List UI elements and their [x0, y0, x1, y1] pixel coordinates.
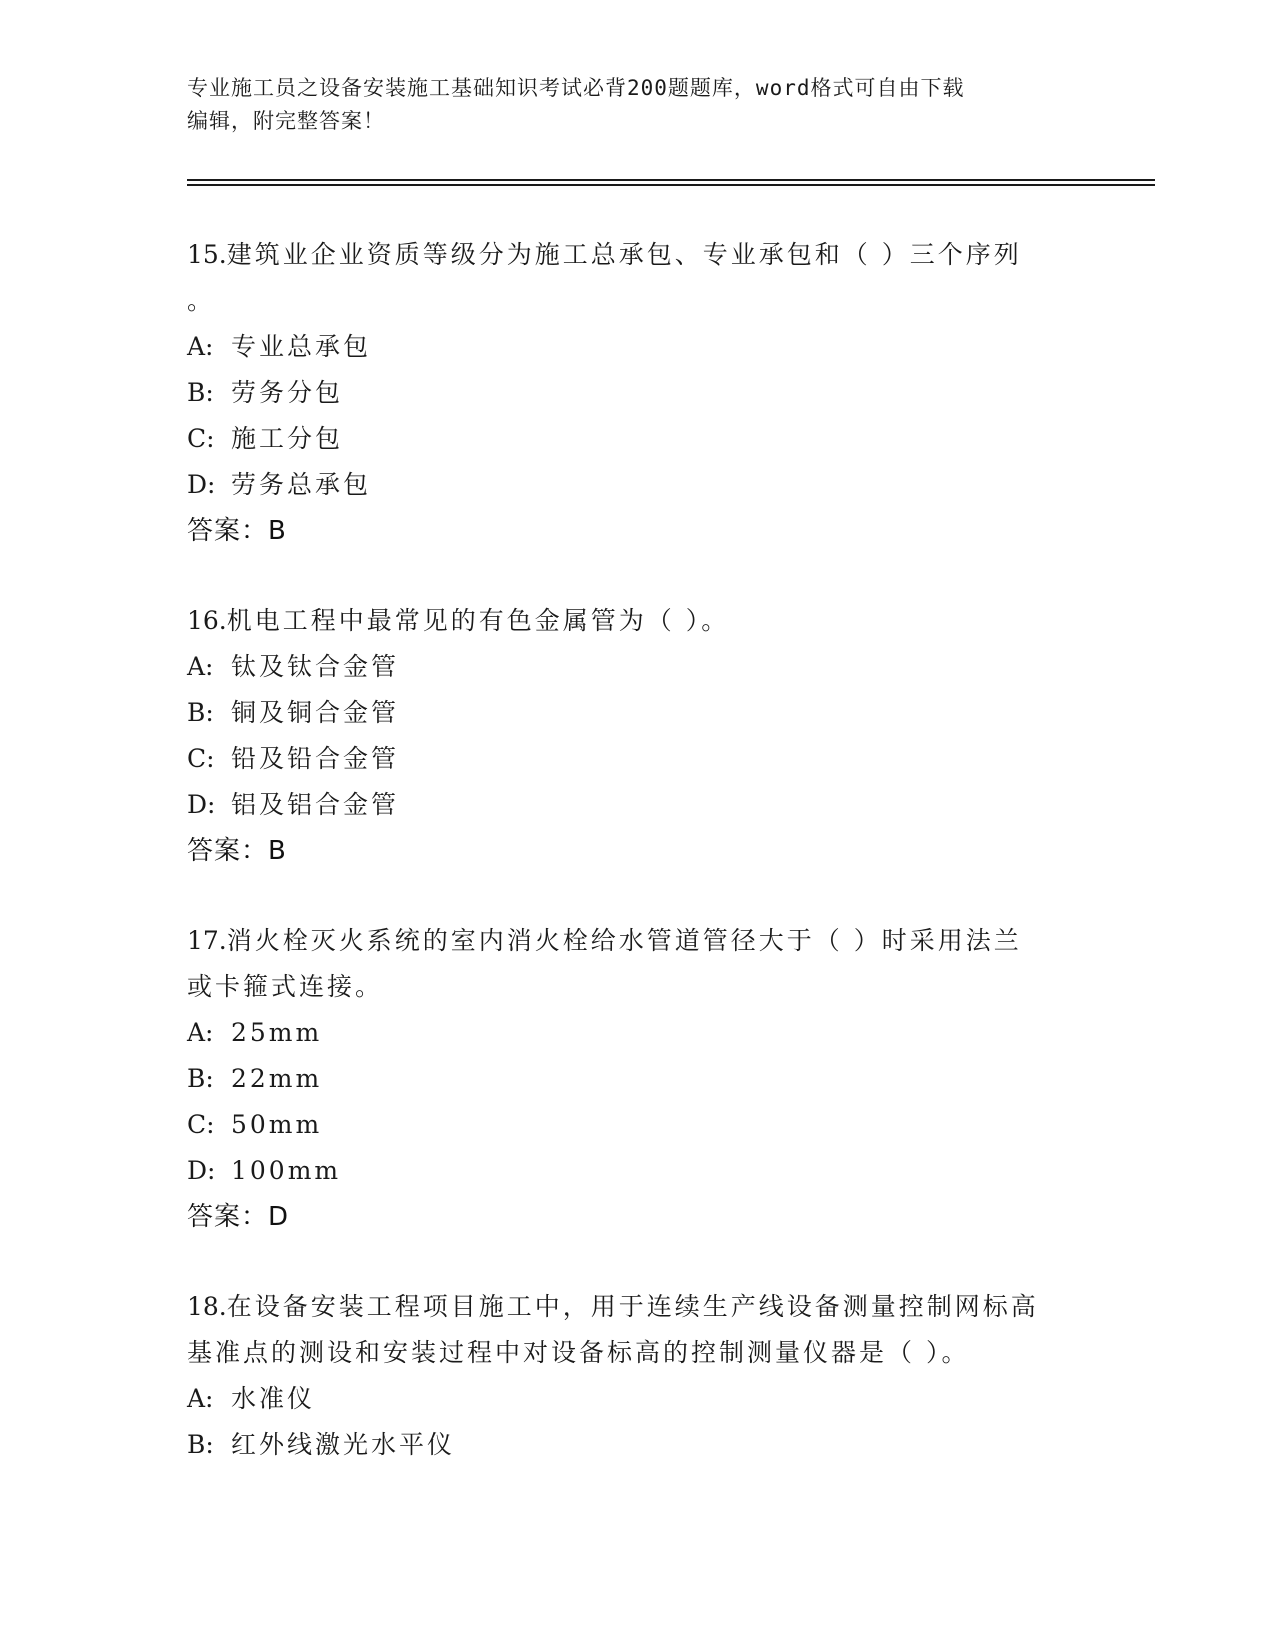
- answer-line: 答案：D: [187, 1202, 290, 1232]
- option-text: 专业总承包: [231, 332, 372, 361]
- question-17: [187, 918, 1087, 1240]
- option-text: 红外线激光水平仪: [231, 1430, 456, 1459]
- question-number: 16.: [187, 606, 227, 635]
- option-letter: D:: [187, 470, 216, 499]
- option-a: [187, 1376, 1087, 1422]
- option-letter: A:: [187, 652, 214, 681]
- question-text-line1: 消火栓灭火系统的室内消火栓给水管道管径大于（ ）时采用法兰: [226, 926, 1022, 955]
- option-letter: A:: [187, 332, 214, 361]
- option-text: 劳务总承包: [231, 470, 372, 499]
- option-d: [187, 462, 1087, 508]
- option-text: 水准仪: [231, 1384, 316, 1413]
- option-letter: A:: [187, 1018, 214, 1047]
- option-text: 50mm: [231, 1110, 323, 1139]
- question-text-line1: 建筑业企业资质等级分为施工总承包、专业承包和（ ）三个序列: [226, 240, 1022, 269]
- question-number: 15.: [187, 240, 227, 269]
- option-letter: B:: [187, 1430, 214, 1459]
- option-c: [187, 1102, 1087, 1148]
- option-text: 钛及钛合金管: [231, 652, 400, 681]
- header-divider-bottom: [187, 184, 1155, 186]
- header-divider-top: [187, 179, 1155, 181]
- question-text-line2: 基准点的测设和安装过程中对设备标高的控制测量仪器是（ ）。: [187, 1338, 970, 1367]
- option-letter: B:: [187, 378, 214, 407]
- option-text: 22mm: [231, 1064, 323, 1093]
- question-18: [187, 1284, 1087, 1468]
- option-text: 施工分包: [231, 424, 344, 453]
- document-header: [187, 72, 1077, 138]
- question-number: 18.: [187, 1292, 227, 1321]
- answer-line: 答案：B: [187, 516, 287, 546]
- option-d: [187, 782, 1087, 828]
- question-number: 17.: [187, 926, 227, 955]
- option-d: [187, 1148, 1087, 1194]
- option-letter: C:: [187, 1110, 215, 1139]
- question-text-line2: 或卡箍式连接。: [187, 972, 384, 1001]
- option-a: [187, 1010, 1087, 1056]
- option-letter: D:: [187, 1156, 216, 1185]
- option-c: [187, 416, 1087, 462]
- question-stem: [187, 1284, 1067, 1330]
- option-b: [187, 370, 1087, 416]
- option-letter: A:: [187, 1384, 214, 1413]
- header-title-line1: 专业施工员之设备安装施工基础知识考试必背200题题库，word格式可自由下载: [187, 76, 965, 100]
- option-c: [187, 736, 1087, 782]
- question-stem: [187, 918, 1067, 964]
- option-letter: D:: [187, 790, 216, 819]
- question-15: [187, 232, 1087, 554]
- option-letter: C:: [187, 744, 215, 773]
- option-a: [187, 324, 1087, 370]
- option-text: 25mm: [231, 1018, 323, 1047]
- option-text: 劳务分包: [231, 378, 344, 407]
- answer-line: 答案：B: [187, 836, 287, 866]
- option-a: [187, 644, 1087, 690]
- question-text-line1: 机电工程中最常见的有色金属管为（ ）。: [226, 606, 730, 635]
- question-16: [187, 598, 1087, 874]
- option-text: 铅及铅合金管: [231, 744, 400, 773]
- option-b: [187, 690, 1087, 736]
- option-b: [187, 1056, 1087, 1102]
- question-list: [187, 232, 1087, 1512]
- question-text-line1: 在设备安装工程项目施工中，用于连续生产线设备测量控制网标高: [226, 1292, 1039, 1321]
- option-text: 铝及铝合金管: [231, 790, 400, 819]
- option-b: [187, 1422, 1087, 1468]
- option-text: 铜及铜合金管: [231, 698, 400, 727]
- question-stem: [187, 232, 1067, 278]
- option-text: 100mm: [231, 1156, 342, 1185]
- header-title-line2: 编辑，附完整答案！: [187, 109, 385, 133]
- option-letter: C:: [187, 424, 215, 453]
- option-letter: B:: [187, 1064, 214, 1093]
- option-letter: B:: [187, 698, 214, 727]
- question-stem: [187, 598, 1067, 644]
- question-text-line2: 。: [187, 286, 216, 315]
